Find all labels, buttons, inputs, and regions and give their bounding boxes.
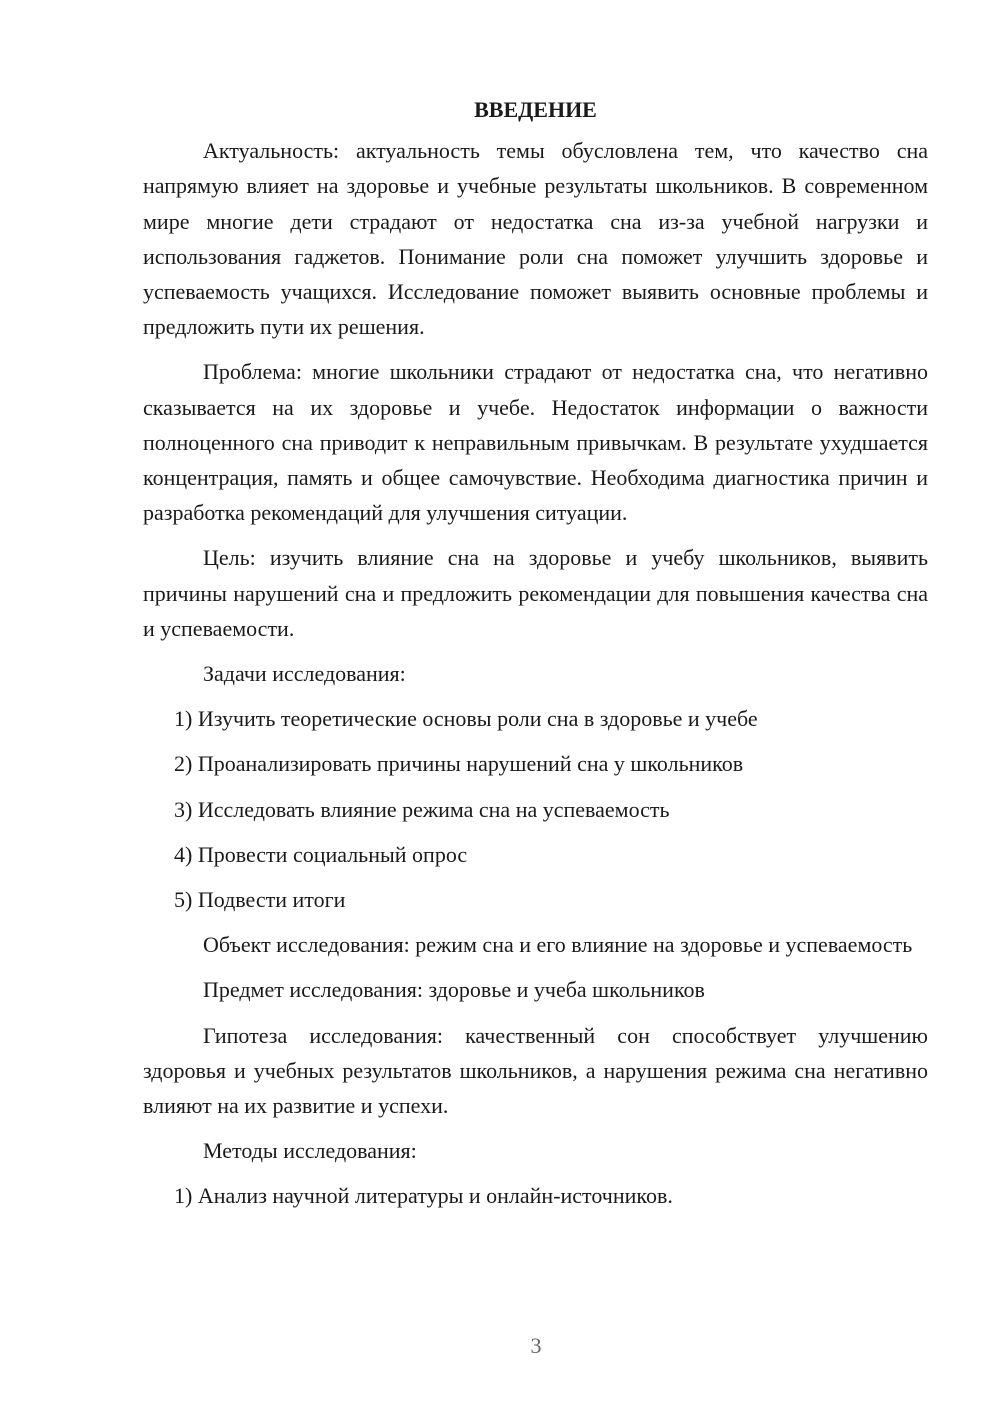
task-item: 2) Проанализировать причины нарушений сна у школьников — [174, 751, 744, 777]
page-number: 3 — [530, 1333, 542, 1358]
task-item: 5) Подвести итоги — [174, 887, 346, 913]
subject-paragraph: Предмет исследования: здоровье и учеба школьников — [203, 977, 705, 1003]
goal-paragraph: Цель: изучить влияние сна на здоровье и учебу школьников, выявить причины нарушений сна и предложить рекомендации для повышения качества сна и успеваемости. — [143, 545, 928, 641]
document-body — [143, 92, 928, 1224]
task-item: 3) Исследовать влияние режима сна на успеваемость — [174, 796, 670, 822]
methods-heading: Методы исследования: — [203, 1138, 417, 1164]
tasks-heading: Задачи исследования: — [203, 661, 406, 687]
hypothesis-paragraph: Гипотеза исследования: качественный сон способствует улучшению здоровья и учебных результатов школьников, а нарушения режима сна негативно влияют на их развитие и успехи. — [143, 1022, 928, 1119]
object-paragraph: Объект исследования: режим сна и его влияние на здоровье и успеваемость — [203, 932, 913, 958]
problem-paragraph: Проблема: многие школьники страдают от недостатка сна, что негативно сказывается на их здоровье и учебе. Недостаток информации о важности полноценного сна приводит к неправильным привычкам. В результате ухудшается концентрация, память и общее самочувствие. Необходима диагностика причин и разработка рекомендаций для улучшения ситуации. — [143, 359, 928, 526]
task-item: 4) Провести социальный опрос — [174, 841, 468, 867]
method-item: 1) Анализ научной литературы и онлайн-источников. — [174, 1183, 673, 1209]
task-item: 1) Изучить теоретические основы роли сна в здоровье и учебе — [174, 706, 758, 732]
relevance-paragraph: Актуальность: актуальность темы обусловлена тем, что качество сна напрямую влияет на здоровье и учебные результаты школьников. В современном мире многие дети страдают от недостатка сна из-за учебной нагрузки и использования гаджетов. Понимание роли сна поможет улучшить здоровье и успеваемость учащихся. Исследование поможет выявить основные проблемы и предложить пути их решения. — [143, 138, 928, 340]
section-title: ВВЕДЕНИЕ — [474, 97, 597, 122]
